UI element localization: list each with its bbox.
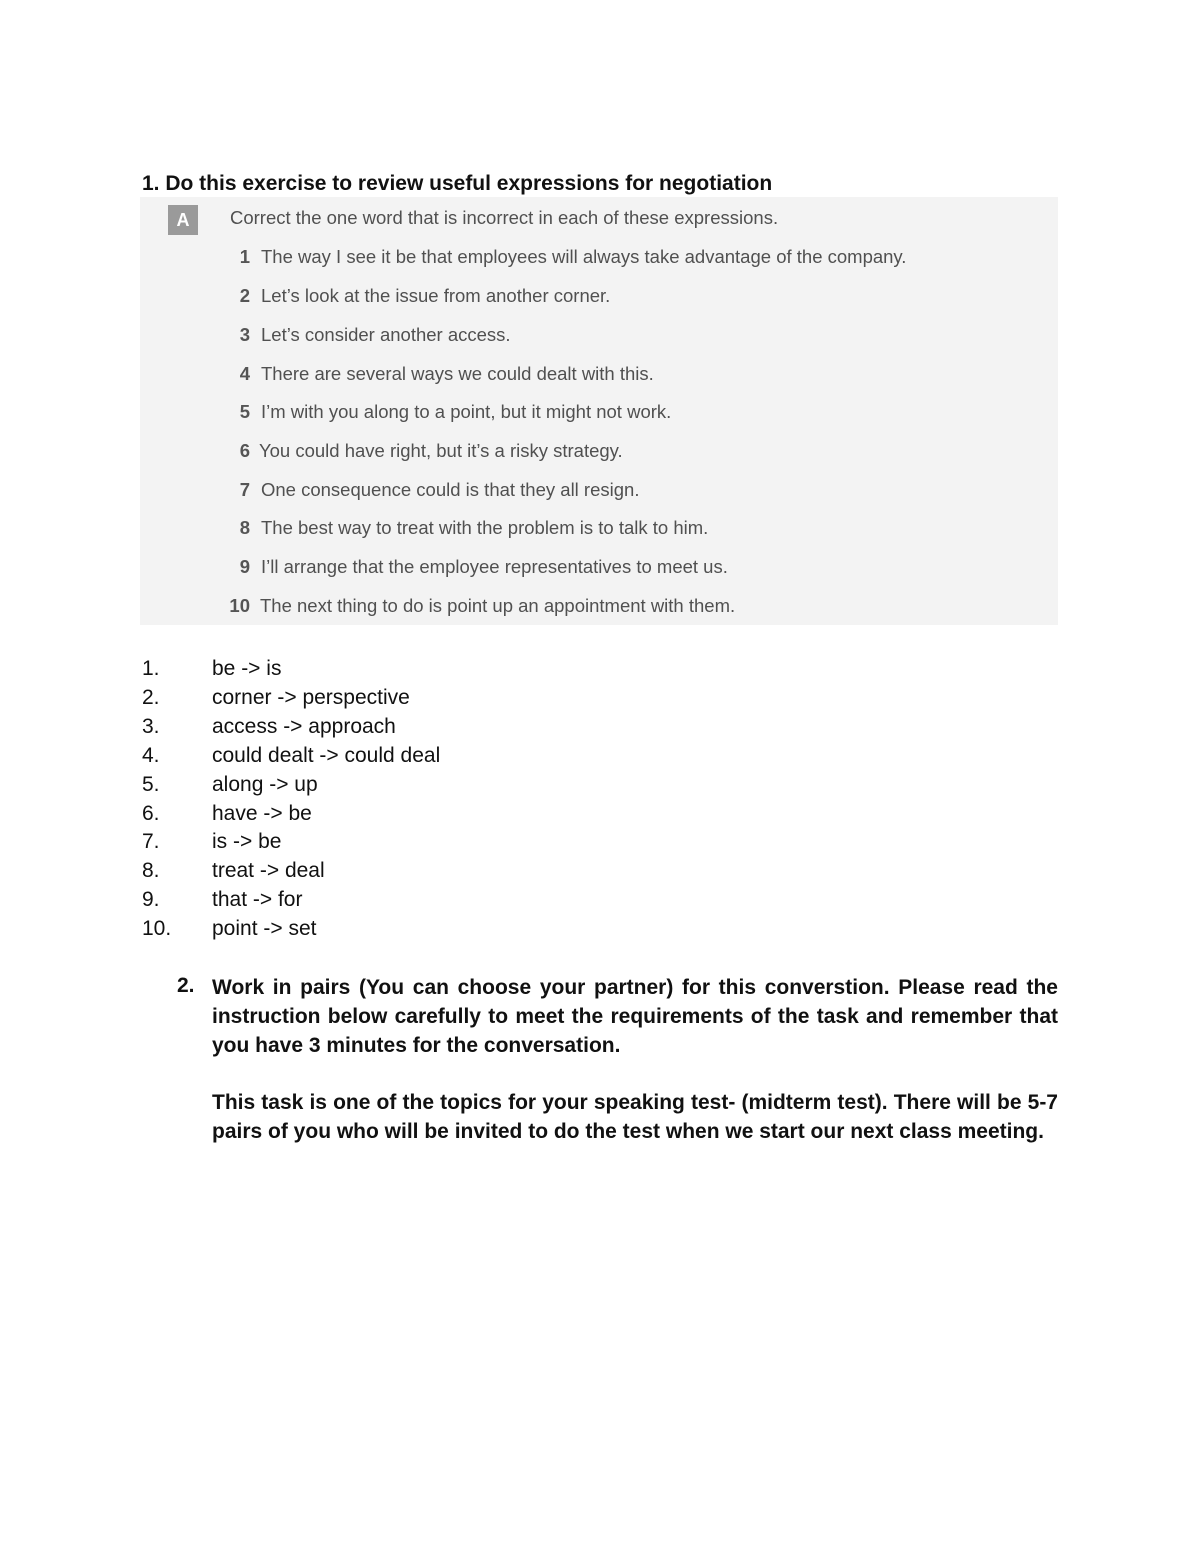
answer-text: point -> set xyxy=(212,917,317,940)
answer-number: 3. xyxy=(142,715,160,738)
answer-text: corner -> perspective xyxy=(212,686,410,709)
exercise-item-number: 9 xyxy=(239,556,250,577)
exercise-item-number: 10 xyxy=(229,595,250,616)
exercise-item-number: 1 xyxy=(239,246,250,267)
answer-number: 6. xyxy=(142,802,160,825)
answer-text: is -> be xyxy=(212,830,282,853)
exercise-item-text: You could have right, but it’s a risky strategy. xyxy=(259,440,623,461)
exercise-item-text: I’m with you along to a point, but it might not work. xyxy=(261,401,672,422)
exercise-item-number: 2 xyxy=(239,285,250,306)
answer-number: 8. xyxy=(142,859,160,882)
section2-number: 2. xyxy=(177,974,195,997)
exercise-item-text: I’ll arrange that the employee representatives to meet us. xyxy=(261,556,728,577)
exercise-item-text: Let’s consider another access. xyxy=(261,324,511,345)
answer-number: 4. xyxy=(142,744,160,767)
section2-instructions: Work in pairs (You can choose your partner) for this converstion. Please read the instruction below carefully to meet the requirements of the task and remember that you have 3 minutes for the conversation. xyxy=(212,976,1058,1057)
answer-number: 7. xyxy=(142,830,160,853)
exercise-item-text: The next thing to do is point up an appointment with them. xyxy=(260,595,736,616)
exercise-badge: A xyxy=(168,205,198,235)
exercise-item-number: 5 xyxy=(239,401,250,422)
answer-text: treat -> deal xyxy=(212,859,325,882)
exercise-item-text: Let’s look at the issue from another corner. xyxy=(261,285,611,306)
exercise-item-text: One consequence could is that they all resign. xyxy=(261,479,640,500)
section2-note: This task is one of the topics for your speaking test- (midterm test). There will be 5-7 pairs of you who will be invited to do the test when we start our next class meeting. xyxy=(212,1091,1058,1143)
answer-text: access -> approach xyxy=(212,715,396,738)
answer-number: 5. xyxy=(142,773,160,796)
exercise-item-number: 4 xyxy=(239,363,250,384)
answer-number: 1. xyxy=(142,657,160,680)
answer-number: 10. xyxy=(142,917,172,940)
exercise-item-number: 7 xyxy=(239,479,250,500)
exercise-item-text: There are several ways we could dealt with this. xyxy=(261,363,654,384)
exercise-item-text: The way I see it be that employees will always take advantage of the company. xyxy=(261,246,907,267)
answer-text: along -> up xyxy=(212,773,318,796)
answer-text: that -> for xyxy=(212,888,303,911)
exercise-item-number: 6 xyxy=(239,440,250,461)
answer-number: 9. xyxy=(142,888,160,911)
answer-text: could dealt -> could deal xyxy=(212,744,441,767)
section1-heading: 1. Do this exercise to review useful expressions for negotiation xyxy=(142,172,773,195)
answer-text: be -> is xyxy=(212,657,282,680)
exercise-item-number: 8 xyxy=(239,517,250,538)
exercise-item-number: 3 xyxy=(239,324,250,345)
exercise-instruction: Correct the one word that is incorrect in each of these expressions. xyxy=(230,207,779,228)
answer-text: have -> be xyxy=(212,802,312,825)
answer-number: 2. xyxy=(142,686,160,709)
exercise-item-text: The best way to treat with the problem is to talk to him. xyxy=(261,517,709,538)
